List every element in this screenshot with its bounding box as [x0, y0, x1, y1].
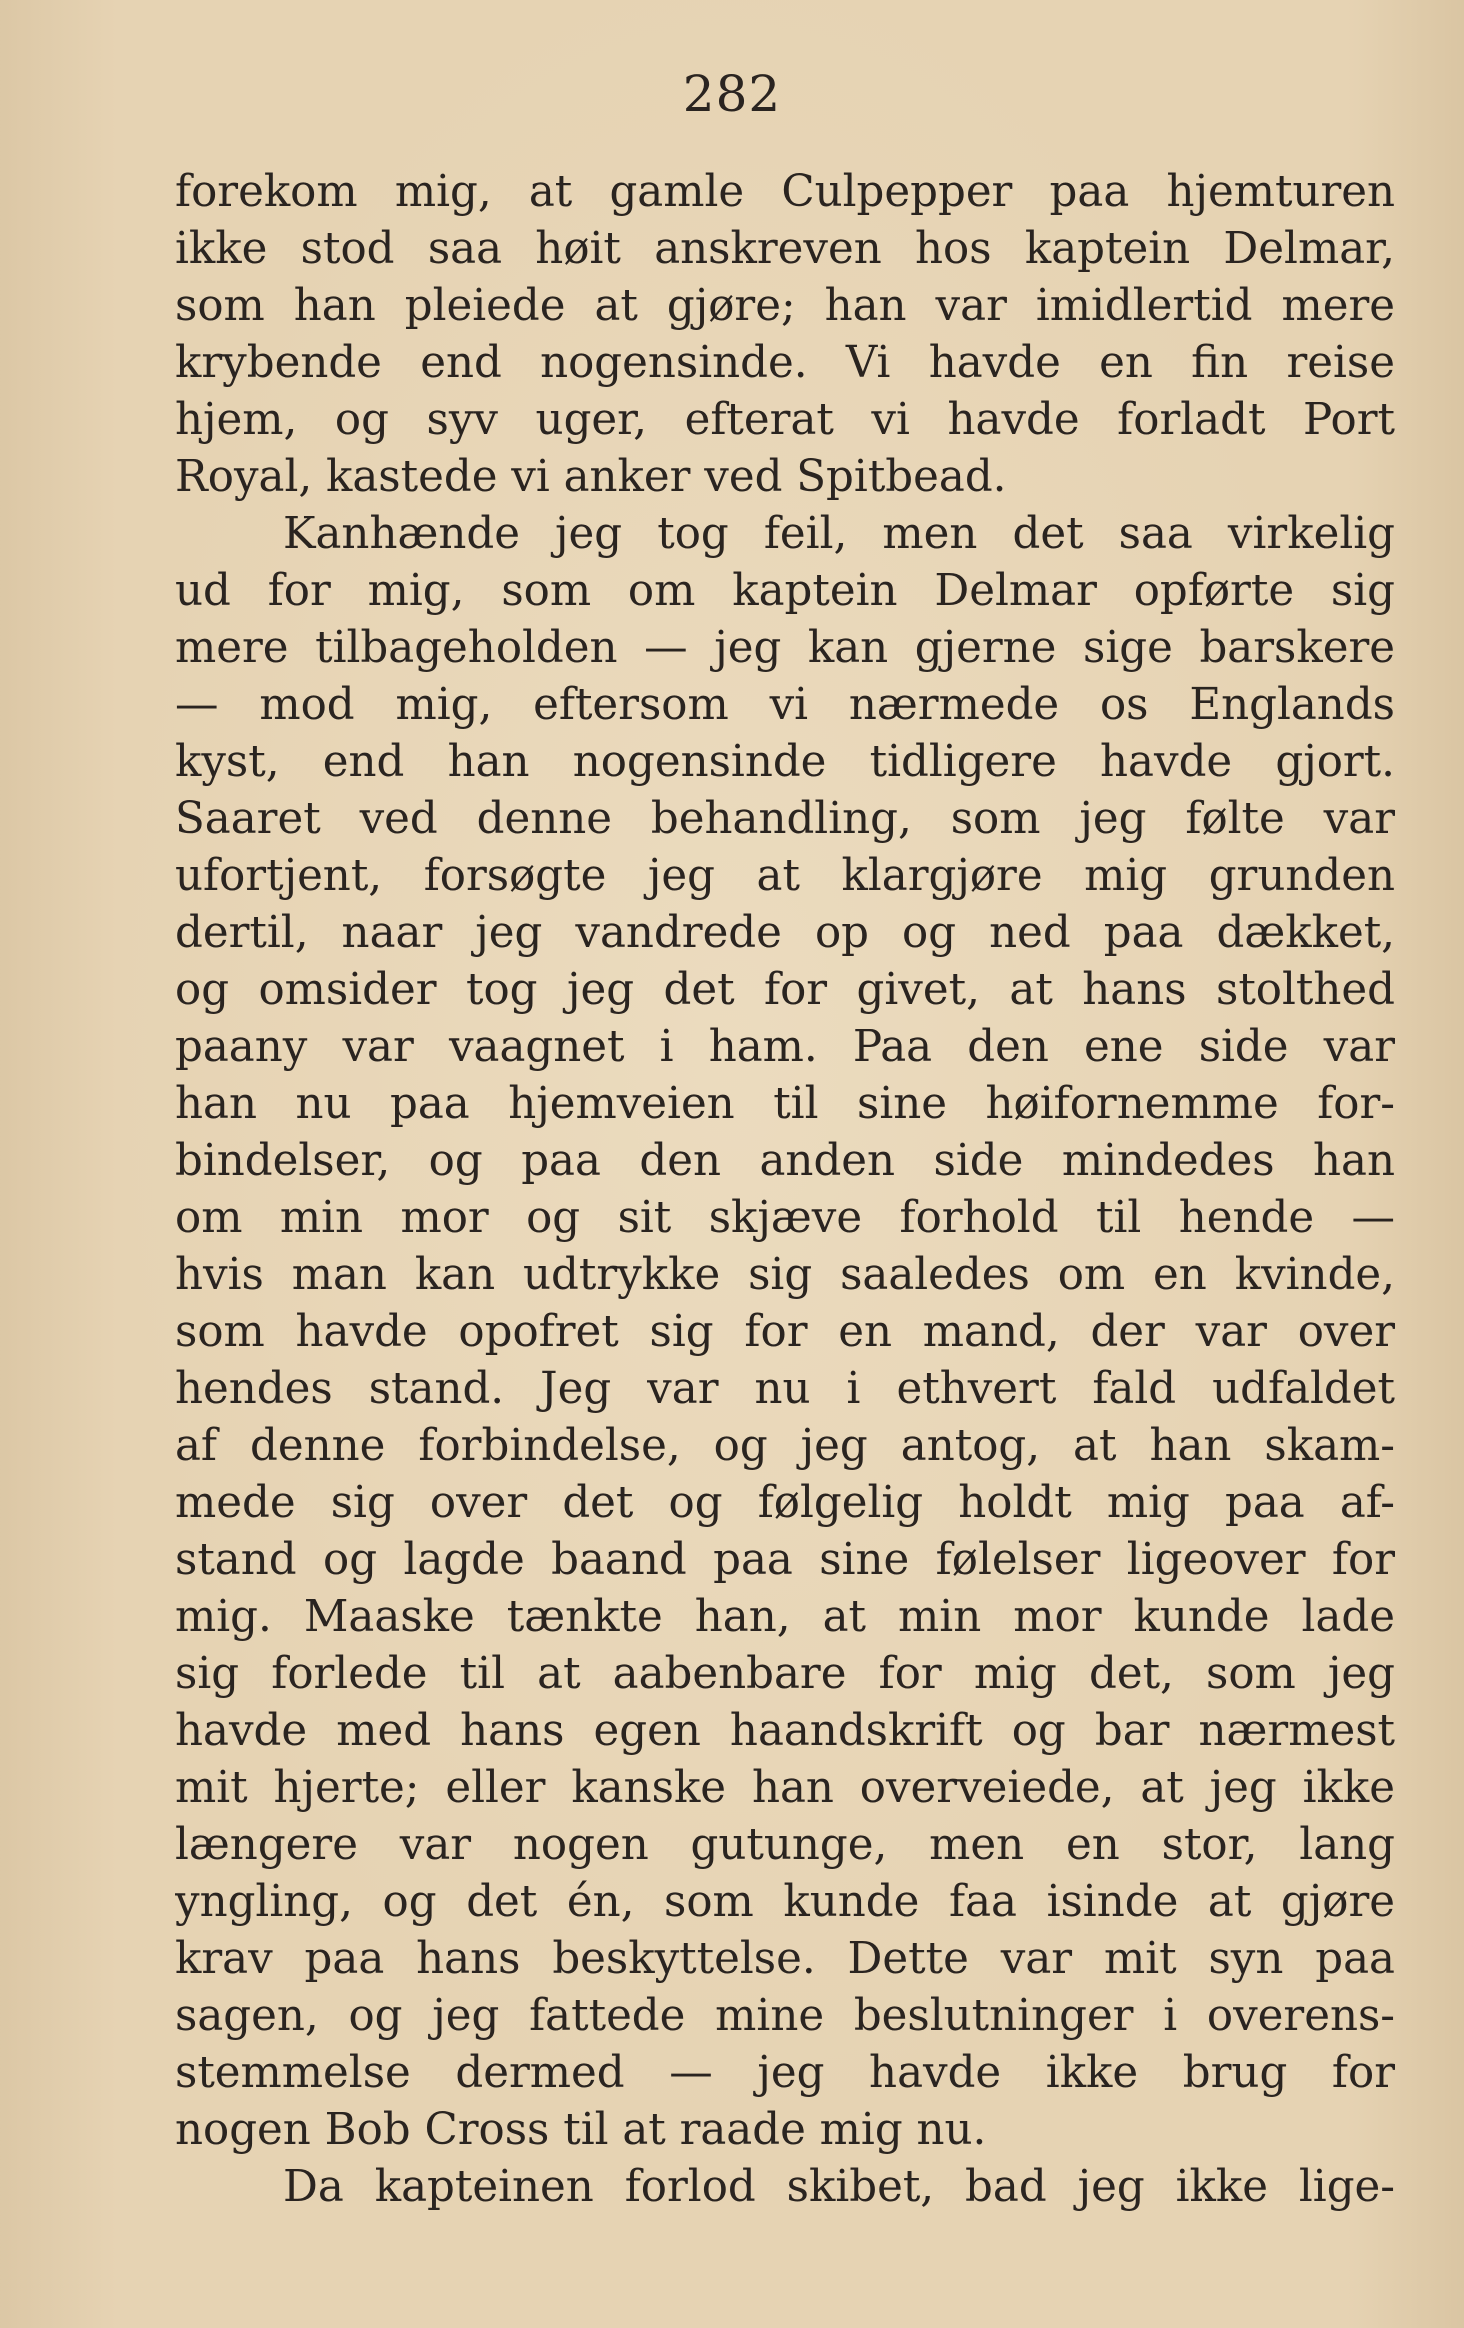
text-line: mede sig over det og følgelig holdt mig paa af-: [175, 1478, 1395, 1528]
text-line: han nu paa hjemveien til sine høifornemme for-: [175, 1079, 1395, 1129]
text-line: mere tilbageholden — jeg kan gjerne sige barskere: [175, 623, 1395, 673]
text-line: paany var vaagnet i ham. Paa den ene side var: [175, 1022, 1395, 1072]
text-line: mig. Maaske tænkte han, at min mor kunde lade: [175, 1592, 1395, 1642]
text-line: længere var nogen gutunge, men en stor, lang: [175, 1820, 1395, 1870]
text-line: og omsider tog jeg det for givet, at hans stolthed: [175, 965, 1395, 1015]
text-line: Kanhænde jeg tog feil, men det saa virkelig: [283, 509, 1395, 559]
text-line: Saaret ved denne behandling, som jeg følte var: [175, 794, 1395, 844]
text-line: ufortjent, forsøgte jeg at klargjøre mig grunden: [175, 851, 1395, 901]
text-line: hvis man kan udtrykke sig saaledes om en kvinde,: [175, 1250, 1395, 1300]
text-line: sig forlede til at aabenbare for mig det, som jeg: [175, 1649, 1395, 1699]
text-line: som han pleiede at gjøre; han var imidlertid mere: [175, 281, 1395, 331]
text-line: om min mor og sit skjæve forhold til hende —: [175, 1193, 1395, 1243]
text-line: af denne forbindelse, og jeg antog, at han skam-: [175, 1421, 1395, 1471]
page-number: 282: [682, 65, 782, 123]
text-line: stand og lagde baand paa sine følelser ligeover for: [175, 1535, 1395, 1585]
text-line: — mod mig, eftersom vi nærmede os Englands: [175, 680, 1395, 730]
text-line: krybende end nogensinde. Vi havde en fin reise: [175, 338, 1395, 388]
text-line: dertil, naar jeg vandrede op og ned paa dækket,: [175, 908, 1395, 958]
text-line: forekom mig, at gamle Culpepper paa hjemturen: [175, 167, 1395, 217]
text-line: bindelser, og paa den anden side mindedes han: [175, 1136, 1395, 1186]
text-line: stemmelse dermed — jeg havde ikke brug for: [175, 2048, 1395, 2098]
text-line: yngling, og det én, som kunde faa isinde at gjøre: [175, 1877, 1395, 1927]
text-line: Da kapteinen forlod skibet, bad jeg ikke lige-: [283, 2162, 1395, 2212]
text-line: hjem, og syv uger, efterat vi havde forladt Port: [175, 395, 1395, 445]
text-line: krav paa hans beskyttelse. Dette var mit syn paa: [175, 1934, 1395, 1984]
text-line: som havde opofret sig for en mand, der var over: [175, 1307, 1395, 1357]
text-line: sagen, og jeg fattede mine beslutninger i overens-: [175, 1991, 1395, 2041]
text-line: ud for mig, som om kaptein Delmar opførte sig: [175, 566, 1395, 616]
text-line: havde med hans egen haandskrift og bar nærmest: [175, 1706, 1395, 1756]
text-line: hendes stand. Jeg var nu i ethvert fald udfaldet: [175, 1364, 1395, 1414]
body-text: [175, 164, 1395, 2216]
text-line: nogen Bob Cross til at raade mig nu.: [175, 2105, 987, 2155]
text-line: Royal, kastede vi anker ved Spitbead.: [175, 452, 1007, 502]
text-line: ikke stod saa høit anskreven hos kaptein Delmar,: [175, 224, 1395, 274]
text-line: mit hjerte; eller kanske han overveiede, at jeg ikke: [175, 1763, 1395, 1813]
text-line: kyst, end han nogensinde tidligere havde gjort.: [175, 737, 1395, 787]
